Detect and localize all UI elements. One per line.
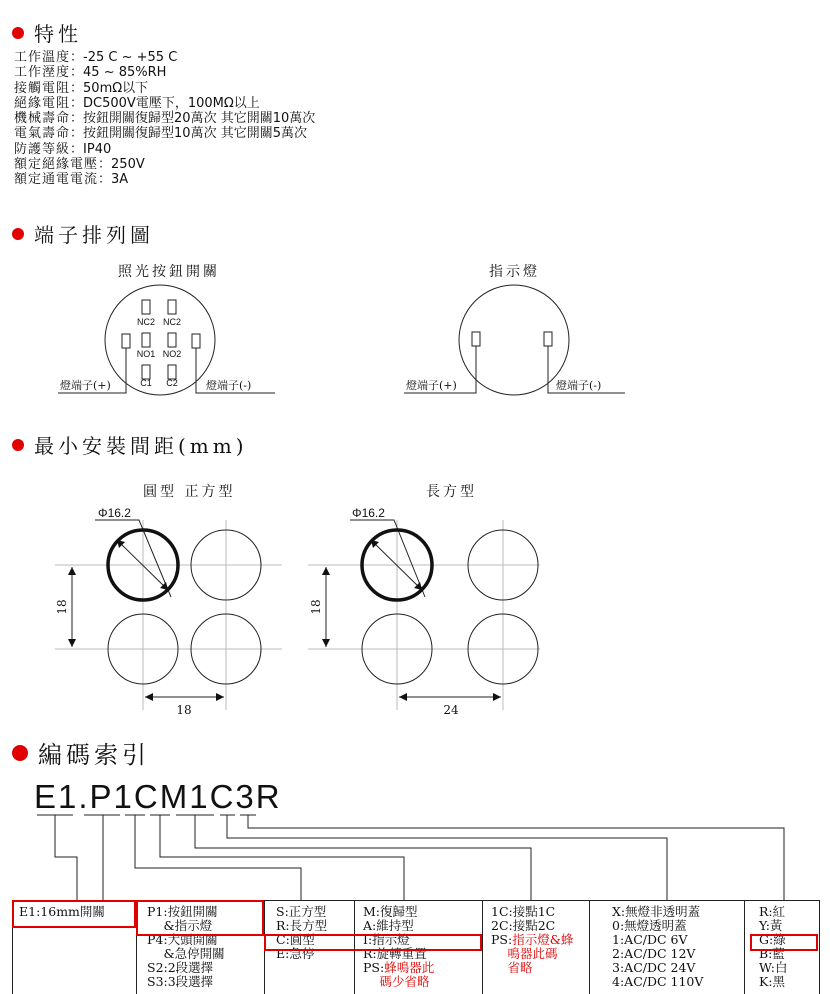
code-option-note: 蜂鳴器此	[384, 960, 435, 975]
code-option	[612, 919, 744, 933]
spec-value: IP40	[83, 141, 112, 157]
spec-row: 額定絕緣電壓：250V	[14, 157, 145, 173]
code-option	[147, 961, 264, 975]
code-option-text: S:正方型	[276, 904, 327, 919]
pin-nc2-b	[168, 300, 176, 314]
code-option	[491, 919, 589, 933]
pin-label: NO2	[162, 349, 182, 359]
pin-label: NO1	[136, 349, 156, 359]
pin-label: NC2	[136, 317, 156, 327]
vertical-dim-label: 18	[309, 599, 323, 615]
code-option-text: R:紅	[759, 904, 786, 919]
code-option	[612, 905, 744, 919]
code-option	[612, 933, 744, 947]
code-option-text: I:指示燈	[363, 932, 410, 947]
arrow-head	[493, 693, 501, 701]
lamp-plus-label: 燈端子(+)	[406, 379, 457, 392]
code-column	[590, 901, 745, 994]
spec-label: 接觸電阻	[14, 80, 71, 96]
pin-nc2-a	[142, 300, 150, 314]
highlight-g	[750, 934, 818, 951]
arrow-head	[68, 567, 76, 575]
code-option-text: G:綠	[759, 932, 786, 947]
lamp-diagram-title: 指示燈	[489, 264, 540, 280]
code-option-text: Y:黃	[759, 918, 783, 933]
spec-label: 絕緣電阻	[14, 95, 71, 111]
code-option-text: S3:3段選擇	[147, 974, 214, 989]
pin-no2	[168, 333, 176, 347]
code-option-text: 2:AC/DC 12V	[612, 946, 696, 961]
code-option-text: E:急停	[276, 946, 315, 961]
section-title: 最小安裝間距(mm)	[34, 434, 248, 458]
code-option-text: A:維持型	[363, 918, 414, 933]
highlight-e1	[12, 900, 136, 928]
code-option-text: X:無燈非透明蓋	[612, 904, 701, 919]
spec-label: 電氣壽命	[14, 126, 71, 142]
spec-row: 電氣壽命：按鈕開關復歸型10萬次 其它開關5萬次	[14, 126, 307, 142]
spec-row: 工作溫度：-25 C ~ +55 C	[14, 50, 178, 65]
code-option-text: R:長方型	[276, 918, 328, 933]
code-option	[363, 919, 482, 933]
horizontal-dim-label: 18	[176, 703, 192, 717]
code-option	[759, 919, 818, 933]
vertical-dim-label: 18	[55, 599, 69, 615]
lamp-minus-label: 燈端子(-)	[556, 379, 602, 392]
code-option-text: K:黑	[759, 974, 786, 989]
code-option-text: &指示燈	[147, 918, 213, 933]
spec-label: 工作溼度	[14, 65, 71, 81]
code-option-text: P1:按鈕開關	[147, 904, 218, 919]
code-option	[759, 961, 818, 975]
spec-row: 防護等級：IP40	[14, 141, 112, 157]
code-option-text: 3:AC/DC 24V	[612, 960, 696, 975]
highlight-p1	[136, 900, 264, 936]
code-option-note: 碼少省略	[363, 974, 430, 989]
round-square-title: 圓型 正方型	[143, 484, 236, 500]
code-option-text: 0:無燈透明蓋	[612, 918, 687, 933]
spec-label: 工作溫度	[14, 50, 71, 65]
pin-label: C2	[166, 378, 178, 388]
code-option	[276, 905, 354, 919]
pin-label: NC2	[162, 317, 182, 327]
code-option	[759, 905, 818, 919]
code-option-note: 省略	[491, 960, 533, 975]
pin-c2	[168, 365, 176, 379]
code-option-note: 鳴器此碼	[491, 946, 558, 961]
diameter-label: Φ16.2	[352, 506, 385, 520]
code-column	[483, 901, 590, 994]
pin-c1	[142, 365, 150, 379]
code-option-text: M:復歸型	[363, 904, 418, 919]
spec-value: DC500V電壓下，100MΩ以上	[83, 95, 260, 111]
code-option-text: &急停開關	[147, 946, 225, 961]
section-title: 編碼索引	[38, 741, 150, 769]
code-option	[491, 961, 589, 975]
spec-label: 防護等級	[14, 141, 71, 157]
arrow-head	[68, 639, 76, 647]
spec-row: 絕緣電阻：DC500V電壓下，100MΩ以上	[14, 95, 260, 111]
spec-value: -25 C ~ +55 C	[83, 50, 178, 65]
lamp-minus-label: 燈端子(-)	[206, 379, 252, 392]
spec-row: 額定通電電流：3A	[14, 172, 129, 188]
code-option-text: 1:AC/DC 6V	[612, 932, 688, 947]
code-option-text: S2:2段選擇	[147, 960, 214, 975]
spec-value: 按鈕開關復歸型10萬次 其它開關5萬次	[83, 126, 307, 142]
spec-label: 機械壽命	[14, 111, 71, 127]
rect-title: 長方型	[426, 484, 477, 500]
code-option-text: C:圓型	[276, 932, 315, 947]
code-option	[491, 947, 589, 961]
spec-value: 3A	[111, 172, 129, 188]
spec-value: 50mΩ以下	[83, 80, 149, 96]
code-option	[612, 961, 744, 975]
lamp-pin-plus	[472, 332, 480, 346]
code-option	[147, 975, 264, 989]
code-option	[363, 975, 482, 989]
diameter-label: Φ16.2	[98, 506, 131, 520]
spec-label: 額定通電電流	[14, 172, 99, 188]
section-title: 特性	[34, 22, 82, 46]
pin-lamp-plus	[122, 334, 130, 348]
code-option-text: P4:大頭開關	[147, 932, 218, 947]
code-option	[363, 905, 482, 919]
code-option	[363, 961, 482, 975]
code-option	[612, 947, 744, 961]
arrow-head	[322, 639, 330, 647]
arrow-head	[322, 567, 330, 575]
code-option-text: 4:AC/DC 110V	[612, 974, 704, 989]
code-option	[491, 933, 589, 947]
pin-no1	[142, 333, 150, 347]
spec-label: 額定絕緣電壓	[14, 157, 99, 173]
horizontal-dim-label: 24	[443, 703, 459, 717]
lamp-pin-minus	[544, 332, 552, 346]
spec-value: 250V	[111, 157, 145, 173]
code-option-text: B:藍	[759, 946, 785, 961]
arrow-head	[399, 693, 407, 701]
spec-row: 機械壽命：按鈕開關復歸型20萬次 其它開關10萬次	[14, 111, 316, 127]
code-option	[759, 975, 818, 989]
code-option-note: 指示燈&蜂	[512, 932, 574, 947]
code-option-text: 2C:接點2C	[491, 918, 556, 933]
spec-row: 接觸電阻：50mΩ以下	[14, 80, 149, 96]
code-option	[612, 975, 744, 989]
spec-value: 45 ~ 85%RH	[83, 65, 167, 81]
pin-label: C1	[140, 378, 152, 388]
pin-lamp-minus	[192, 334, 200, 348]
spec-value: 按鈕開關復歸型20萬次 其它開關10萬次	[83, 111, 316, 127]
switch-diagram-title: 照光按鈕開關	[118, 264, 220, 280]
arrow-head	[145, 693, 153, 701]
section-title: 端子排列圖	[34, 223, 154, 247]
highlight-c-i	[264, 934, 482, 951]
arrow-head	[216, 693, 224, 701]
code-option-text: PS:	[491, 932, 513, 947]
lamp-plus-label: 燈端子(+)	[60, 379, 111, 392]
code-option-text: PS:	[363, 960, 385, 975]
model-code: E1.P1CM1C3R	[34, 778, 282, 815]
code-option	[276, 919, 354, 933]
code-option-text: E1:16mm開關	[19, 904, 105, 919]
code-connector	[55, 815, 77, 900]
code-option-text: 1C:接點1C	[491, 904, 556, 919]
code-option-text: R:旋轉重置	[363, 946, 427, 961]
spec-row: 工作溼度：45 ~ 85%RH	[14, 65, 167, 81]
code-option	[491, 905, 589, 919]
code-option-text: W:白	[759, 960, 788, 975]
code-option	[147, 947, 264, 961]
